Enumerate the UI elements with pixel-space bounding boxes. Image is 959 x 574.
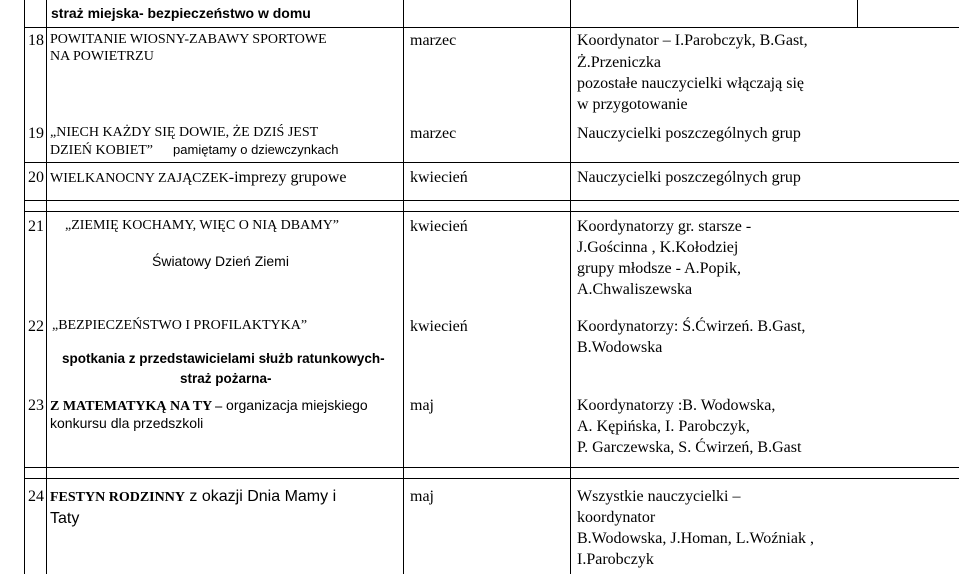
event-month: maj (410, 488, 434, 505)
event-title-part: WIELKANOCNY ZAJĄCZEK (50, 171, 229, 186)
row-divider (24, 478, 959, 479)
event-subtitle: z okazji Dnia Mamy i (184, 488, 337, 505)
coordinator-line: grupy młodsze - A.Popik, (577, 260, 741, 277)
coordinator-line: I.Parobczyk (577, 551, 654, 568)
event-subtitle: spotkania z przedstawicielami służb ratunkowych- (62, 351, 385, 366)
row-divider (24, 211, 959, 212)
event-subtitle: straż pożarna- (180, 371, 272, 386)
event-title: „BEZPIECZEŃSTWO I PROFILAKTYKA” (52, 318, 308, 333)
event-title (50, 170, 346, 186)
row-divider (24, 27, 959, 28)
column-divider (570, 0, 571, 574)
event-month: maj (410, 397, 434, 414)
coordinator-line: A.Chwaliszewska (577, 281, 693, 298)
coordinator-line: B.Wodowska (577, 339, 663, 356)
row-number: 20 (28, 169, 44, 186)
column-divider (403, 0, 404, 574)
top-note: straż miejska- bezpieczeństwo w domu (51, 5, 311, 21)
column-divider (46, 0, 47, 574)
event-title-part: FESTYN RODZINNY (50, 490, 185, 505)
event-title-part: DZIEŃ KOBIET” (50, 143, 154, 158)
event-subtitle: pamiętamy o dziewczynkach (173, 142, 339, 157)
coordinator-line: Nauczycielki poszczególnych grup (577, 125, 801, 142)
event-title (50, 489, 336, 505)
coordinator-line: koordynator (577, 509, 656, 526)
row-number: 21 (28, 218, 44, 235)
coordinator-line: w przygotowanie (577, 96, 688, 113)
coordinator-line: Nauczycielki poszczególnych grup (577, 169, 801, 186)
coordinator-line: Koordynatorzy :B. Wodowska, (577, 397, 776, 414)
row-divider (24, 467, 959, 468)
coordinator-line: Koordynatorzy: Ś.Ćwirzeń. B.Gast, (577, 318, 806, 335)
coordinator-line: Koordynator – I.Parobczyk, B.Gast, (577, 32, 808, 49)
row-number: 18 (28, 32, 44, 49)
event-title-part: Z MATEMATYKĄ NA TY – (50, 399, 223, 414)
event-month: marzec (410, 32, 457, 49)
event-subtitle: organizacja miejskiego (222, 397, 368, 413)
row-number: 22 (28, 318, 44, 335)
coordinator-line: Koordynatorzy gr. starsze - (577, 218, 752, 235)
column-divider (857, 0, 858, 28)
event-subtitle: Światowy Dzień Ziemi (152, 253, 289, 269)
event-title: „NIECH KAŻDY SIĘ DOWIE, ŻE DZIŚ JEST (50, 125, 319, 140)
row-divider (24, 162, 959, 163)
event-subtitle: Taty (50, 510, 80, 527)
coordinator-line: J.Gościnna , K.Kołodziej (577, 239, 739, 256)
row-number: 24 (28, 488, 44, 505)
row-number: 19 (28, 125, 44, 142)
event-title (50, 143, 339, 158)
event-month: kwiecień (410, 218, 468, 235)
event-title (50, 398, 368, 414)
event-subtitle: konkursu dla przedszkoli (50, 415, 204, 431)
coordinator-line: B.Wodowska, J.Homan, L.Woźniak , (577, 530, 814, 547)
event-month: kwiecień (410, 318, 468, 335)
coordinator-line: A. Kępińska, I. Parobczyk, (577, 418, 750, 435)
row-number: 23 (28, 397, 44, 414)
event-title: „ZIEMIĘ KOCHAMY, WIĘC O NIĄ DBAMY” (65, 218, 340, 233)
event-subtitle: -imprezy grupowe (228, 169, 347, 186)
coordinator-line: Ż.Przeniczka (577, 54, 661, 71)
event-month: marzec (410, 125, 457, 142)
coordinator-line: pozostałe nauczycielki włączają się (577, 75, 804, 92)
event-title: POWITANIE WIOSNY-ZABAWY SPORTOWE (50, 32, 327, 47)
coordinator-line: P. Garczewska, S. Ćwirzeń, B.Gast (577, 439, 802, 456)
coordinator-line: Wszystkie nauczycielki – (577, 488, 741, 505)
event-title: NA POWIETRZU (50, 49, 154, 64)
column-divider (24, 0, 25, 574)
event-month: kwiecień (410, 169, 468, 186)
row-divider (24, 200, 959, 201)
